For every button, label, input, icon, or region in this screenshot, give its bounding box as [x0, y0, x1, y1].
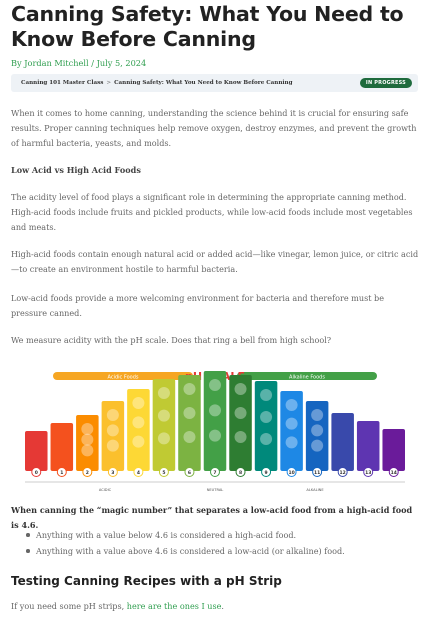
food-illustration: [209, 404, 221, 416]
ph-scale-infographic: [15, 361, 415, 497]
ph-value-label: 11: [314, 471, 321, 476]
food-illustration: [311, 424, 323, 436]
acidity-paragraph: The acidity level of food plays a significant role in determining the appropriate canning method. High-acid foods include fruits and pickled products, while low-acid foods include most vegetables and meats.: [11, 192, 413, 232]
axis-acidic-label: ACIDIC: [98, 488, 112, 492]
breadcrumb-item-course[interactable]: Canning 101 Master Class: [21, 80, 104, 86]
acidic-foods-label: Acidic Foods: [107, 374, 139, 381]
ph-strips-link[interactable]: here are the ones I use: [126, 601, 222, 611]
food-illustration: [209, 430, 221, 442]
food-illustration: [183, 383, 195, 395]
ph-value-label: 13: [365, 471, 372, 476]
section-subheading: Low Acid vs High Acid Foods: [11, 165, 141, 175]
ph-value-label: 0: [34, 471, 38, 476]
magic-number-caption: When canning the “magic number” that separates a low-acid food from a high-acid food is 4.6.: [11, 505, 413, 530]
article-title: Canning Safety: What You Need to Know Before Canning: [11, 2, 404, 51]
ph-value-label: 5: [162, 471, 166, 476]
acidity-bullet-list: [24, 527, 419, 559]
food-illustration: [286, 418, 298, 430]
ph-value-label: 2: [85, 471, 89, 476]
breadcrumb-bar: [11, 74, 418, 92]
food-illustration: [132, 416, 144, 428]
food-illustration: [132, 397, 144, 409]
ph-value-label: 10: [288, 471, 295, 476]
food-illustration: [260, 433, 272, 445]
axis-neutral-label: NEUTRAL: [206, 488, 224, 492]
ph-column: [25, 431, 48, 471]
food-illustration: [183, 407, 195, 419]
ph-value-label: 12: [339, 471, 346, 476]
high-acid-paragraph: High-acid foods contain enough natural acid or added acid—like vinegar, lemon juice, or citric acid—to create an environment hostile to harmful bacteria.: [11, 249, 419, 274]
breadcrumb: [21, 80, 360, 86]
food-illustration: [286, 436, 298, 448]
ph-column: [331, 413, 354, 471]
axis-alkaline-label: ALKALINE: [306, 488, 324, 492]
food-illustration: [209, 379, 221, 391]
food-illustration: [81, 423, 93, 435]
intro-paragraph: When it comes to home canning, understanding the science behind it is crucial for ensuring safe results. Proper canning techniques help remove oxygen, destroy enzymes, and prevent the growth of harmful bacteria, yeasts, and molds.: [11, 108, 417, 148]
food-illustration: [235, 407, 247, 419]
ph-strip-paragraph: [11, 599, 419, 614]
food-illustration: [235, 431, 247, 443]
ph-value-label: 3: [111, 471, 115, 476]
food-illustration: [311, 440, 323, 452]
ph-intro-paragraph: We measure acidity with the pH scale. Does that ring a bell from high school?: [11, 335, 332, 345]
ph-value-label: 7: [213, 471, 217, 476]
food-illustration: [183, 431, 195, 443]
ph-strip-text: If you need some pH strips,: [11, 601, 127, 611]
ph-value-label: 14: [390, 471, 397, 476]
ph-column: [357, 421, 380, 471]
food-illustration: [107, 409, 119, 421]
food-illustration: [260, 389, 272, 401]
food-illustration: [107, 424, 119, 436]
ph-strip-period: .: [221, 601, 224, 611]
list-item: Anything with a value above 4.6 is considered a low-acid (or alkaline) food.: [24, 543, 419, 559]
ph-value-label: 6: [187, 471, 192, 476]
food-illustration: [286, 399, 298, 411]
food-illustration: [158, 410, 170, 422]
food-illustration: [260, 411, 272, 423]
ph-value-label: 8: [238, 471, 243, 476]
ph-value-label: 4: [136, 471, 140, 476]
status-badge: IN PROGRESS: [360, 78, 412, 88]
food-illustration: [132, 436, 144, 448]
low-acid-paragraph: Low-acid foods provide a more welcoming environment for bacteria and therefore must be pressure canned.: [11, 293, 385, 318]
article-byline[interactable]: By Jordan Mitchell / July 5, 2024: [11, 58, 147, 68]
alkaline-foods-label: Alkaline Foods: [289, 374, 325, 381]
ph-column: [51, 423, 74, 471]
ph-column: [382, 429, 405, 471]
breadcrumb-separator: >: [106, 80, 112, 86]
food-illustration: [81, 434, 93, 446]
food-illustration: [158, 432, 170, 444]
food-illustration: [81, 444, 93, 456]
section-heading-ph-strip: Testing Canning Recipes with a pH Strip: [11, 574, 282, 588]
food-illustration: [107, 440, 119, 452]
breadcrumb-item-lesson: Canning Safety: What You Need to Know Before Canning: [114, 80, 293, 86]
food-illustration: [235, 383, 247, 395]
ph-value-label: 1: [60, 471, 64, 476]
ph-value-label: 9: [264, 471, 268, 476]
food-illustration: [158, 387, 170, 399]
food-illustration: [311, 409, 323, 421]
list-item: Anything with a value below 4.6 is considered a high-acid food.: [24, 527, 419, 543]
